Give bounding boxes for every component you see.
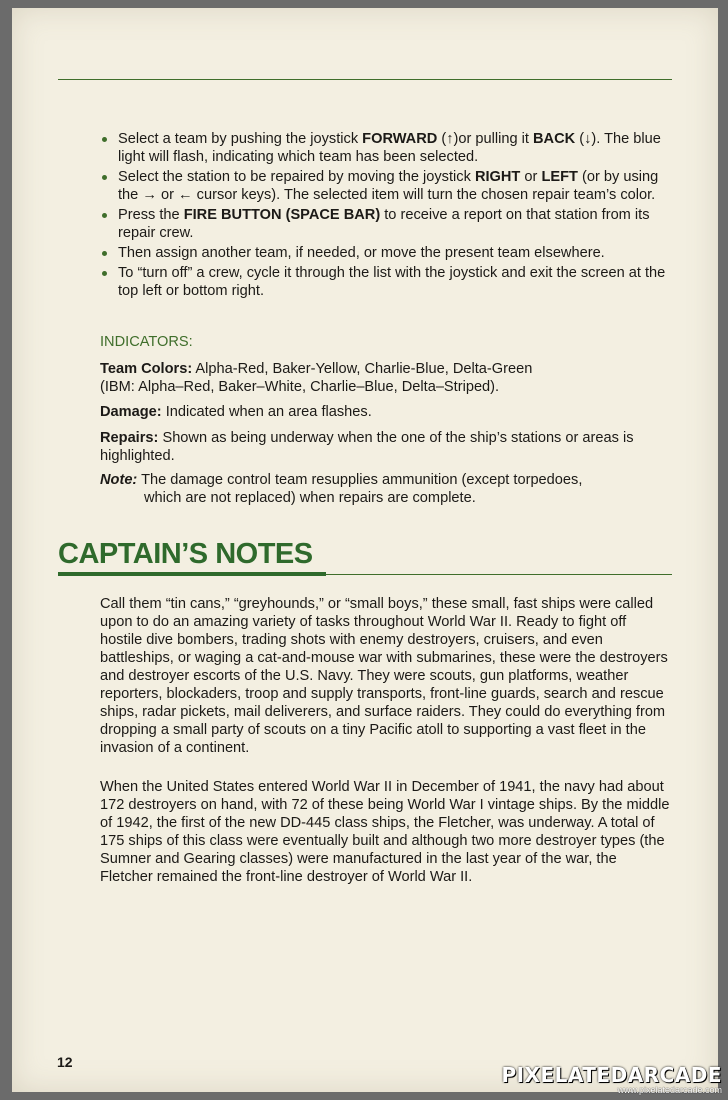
bullet-icon — [102, 213, 107, 218]
list-item: Select a team by pushing the joystick FORWARD (↑)or pulling it BACK (↓). The blue light will flash, indicating which team has been selected. — [100, 130, 672, 166]
bullet-icon — [102, 271, 107, 276]
list-item: Press the FIRE BUTTON (SPACE BAR) to receive a report on that station from its repair crew. — [100, 206, 672, 242]
list-item: Then assign another team, if needed, or move the present team elsewhere. — [100, 244, 672, 262]
title-underline — [58, 572, 326, 576]
section-title: CAPTAIN’S NOTES — [58, 538, 313, 570]
bullet-icon — [102, 251, 107, 256]
watermark — [501, 1063, 722, 1095]
list-item: Select the station to be repaired by moving the joystick RIGHT or LEFT (or by using the → or ← cursor keys). The selected item will turn the chosen repair team’s color. — [100, 168, 672, 204]
note-paragraph: Note: The damage control team resupplies ammunition (except torpedoes, which are not replaced) when repairs are complete. — [100, 472, 583, 506]
bullet-icon — [102, 175, 107, 180]
captains-notes-paragraph-2: When the United States entered World War II in December of 1941, the navy had about 172 destroyers on hand, with 72 of these being World War I vintage ships. By the middle of 1942, the first of the new DD-445 class ships, the Fletcher, was underway. A total of 175 ships of this class were eventually built and although two more destroyer types (the Sumner and Gearing classes) were manufactured in the last year of the war, the Fletcher remained the front-line destroyer of World War II. — [100, 779, 670, 885]
instruction-list — [100, 130, 672, 302]
watermark-url: www.pixelatedarcade.com — [617, 1085, 722, 1095]
captains-notes-paragraph-1: Call them “tin cans,” “greyhounds,” or “small boys,” these small, fast ships were called upon to do an amazing variety of tasks throughout World War II. Ready to fight off hostile dive bombers, trading shots with enemy destroyers, cruisers, and even battleships, or waging a cat-and-mouse war with submarines, these were the destroyers and destroyer escorts of the U.S. Navy. They were scouts, gun platforms, weather reporters, blockaders, troop and supply transports, front-line guards, search and rescue ships, radar pickets, mail deliverers, and surface raiders. They could do everything from dropping a small party of scouts on a tiny Pacific atoll to supporting a vast fleet in the invasion of a continent. — [100, 596, 668, 756]
page-number: 12 — [57, 1054, 73, 1070]
damage-paragraph: Damage: Indicated when an area flashes. — [100, 404, 372, 420]
list-item: To “turn off” a crew, cycle it through the list with the joystick and exit the screen at the top left or bottom right. — [100, 264, 672, 300]
indicators-heading: INDICATORS: — [100, 334, 193, 350]
watermark-logo: PIXELATEDARCADE — [501, 1063, 722, 1087]
repairs-paragraph: Repairs: Shown as being underway when the one of the ship’s stations or areas is highlighted. — [100, 430, 634, 464]
bullet-icon — [102, 137, 107, 142]
title-divider — [326, 574, 672, 575]
top-divider — [58, 79, 672, 80]
team-colors-paragraph: Team Colors: Alpha-Red, Baker-Yellow, Charlie-Blue, Delta-Green (IBM: Alpha–Red, Baker–White, Charlie–Blue, Delta–Striped). — [100, 361, 533, 395]
